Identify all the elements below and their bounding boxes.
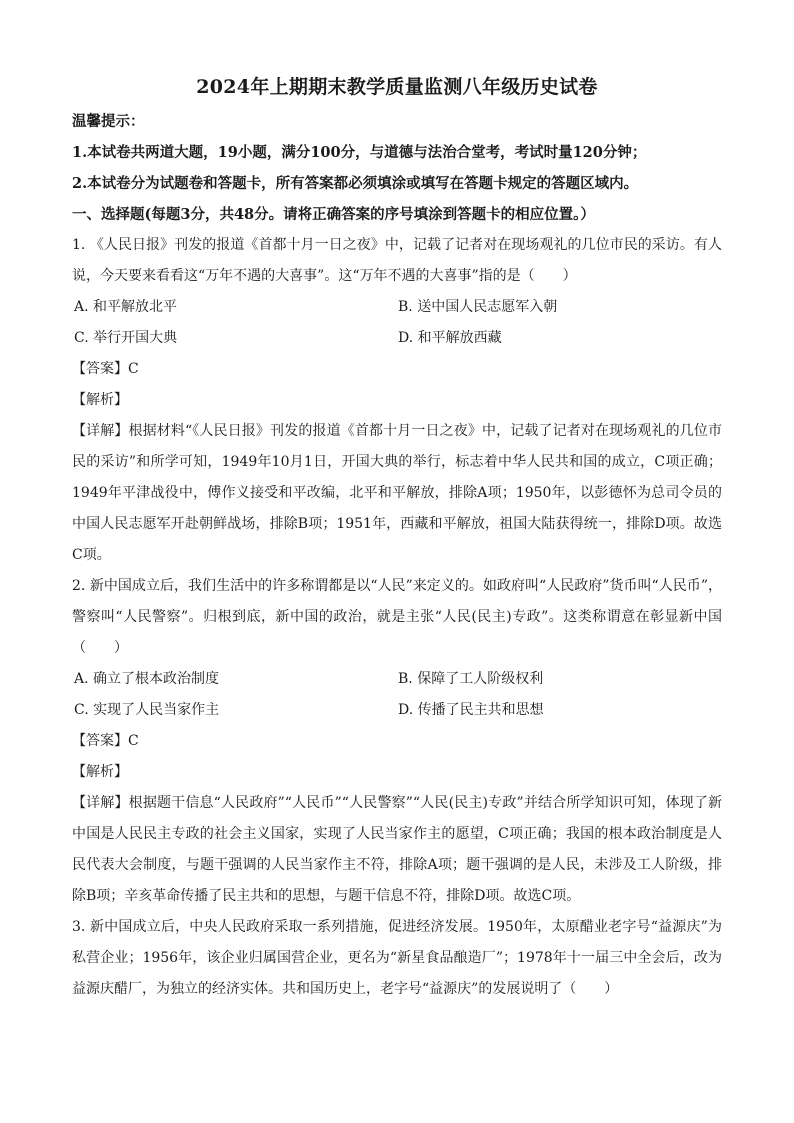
detail-text: 【详解】根据题干信息“人民政府”“人民币”“人民警察”“人民(民主)专政”并结合所学知识可知，体现了新中国是人民民主专政的社会主义国家，实现了人民当家作主的愿望，C项正确；我国的根本政治制度是人民代表大会制度，与题干强调的人民当家作主不符，排除A项；题干强调的是人民，未涉及工人阶级，排除B项；辛亥革命传播了民主共和的思想，与题干信息不符，排除D项。故选C项。 xyxy=(72,795,722,904)
analysis-label: 【解析】 xyxy=(72,392,128,408)
question-3 xyxy=(72,912,722,1005)
option-c: C. 举行开国大典 xyxy=(74,330,178,346)
notice-item-2: 2.本试卷分为试题卷和答题卡，所有答案都必须填涂或填写在答题卡规定的答题区域内。 xyxy=(72,175,639,192)
page-title: 2024年上期期末教学质量监测八年级历史试卷 xyxy=(196,76,598,98)
section-heading: 一、选择题(每题3分，共48分。请将正确答案的序号填涂到答题卡的相应位置。） xyxy=(72,206,595,223)
question-2 xyxy=(72,571,722,912)
answer-label: 【答案】C xyxy=(72,361,139,377)
analysis-label: 【解析】 xyxy=(72,764,128,780)
question-stem: 1. 《人民日报》刊发的报道《首都十月一日之夜》中，记载了记者对在现场观礼的几位市民的采访。有人说，今天要来看看这“万年不遇的大喜事”。这“万年不遇的大喜事”指的是（ ） xyxy=(72,237,722,284)
options-row xyxy=(72,695,722,726)
options-row xyxy=(72,292,722,323)
detail-text: 【详解】根据材料“《人民日报》刊发的报道《首都十月一日之夜》中，记载了记者对在现场观礼的几位市民的采访”和所学可知，1949年10月1日，开国大典的举行，标志着中华人民共和国的成立，C项正确；1949年平津战役中，傅作义接受和平改编，北平和平解放，排除A项；1950年，以彭德怀为总司令员的中国人民志愿军开赴朝鲜战场，排除B项；1951年，西藏和平解放，祖国大陆获得统一，排除D项。故选C项。 xyxy=(72,423,722,563)
option-b: B. 送中国人民志愿军入朝 xyxy=(398,299,558,315)
options-row xyxy=(72,664,722,695)
option-b: B. 保障了工人阶级权利 xyxy=(398,671,544,687)
question-stem: 3. 新中国成立后，中央人民政府采取一系列措施，促进经济发展。1950年，太原醋业老字号“益源庆”为私营企业；1956年，该企业归属国营企业，更名为“新星食品酿造厂”；1978年十一届三中全会后，改为益源庆醋厂，为独立的经济实体。共和国历史上，老字号“益源庆”的发展说明了（ ） xyxy=(72,919,722,997)
notice-heading: 温馨提示： xyxy=(72,113,145,130)
options-row xyxy=(72,323,722,354)
question-stem: 2. 新中国成立后，我们生活中的许多称谓都是以“人民”来定义的。如政府叫“人民政府”货币叫“人民币”，警察叫“人民警察”。归根到底，新中国的政治，就是主张“人民(民主)专政”。这类称谓意在彰显新中国（ ） xyxy=(72,578,722,656)
option-a: A. 和平解放北平 xyxy=(74,299,178,315)
exam-body xyxy=(72,106,722,1005)
option-a: A. 确立了根本政治制度 xyxy=(74,671,220,687)
notice-item-1: 1.本试卷共两道大题，19小题，满分100分，与道德与法治合堂考，考试时量120分钟； xyxy=(72,144,647,161)
option-d: D. 传播了民主共和思想 xyxy=(398,702,544,718)
option-c: C. 实现了人民当家作主 xyxy=(74,702,220,718)
answer-label: 【答案】C xyxy=(72,733,139,749)
question-1 xyxy=(72,230,722,571)
option-d: D. 和平解放西藏 xyxy=(398,330,502,346)
